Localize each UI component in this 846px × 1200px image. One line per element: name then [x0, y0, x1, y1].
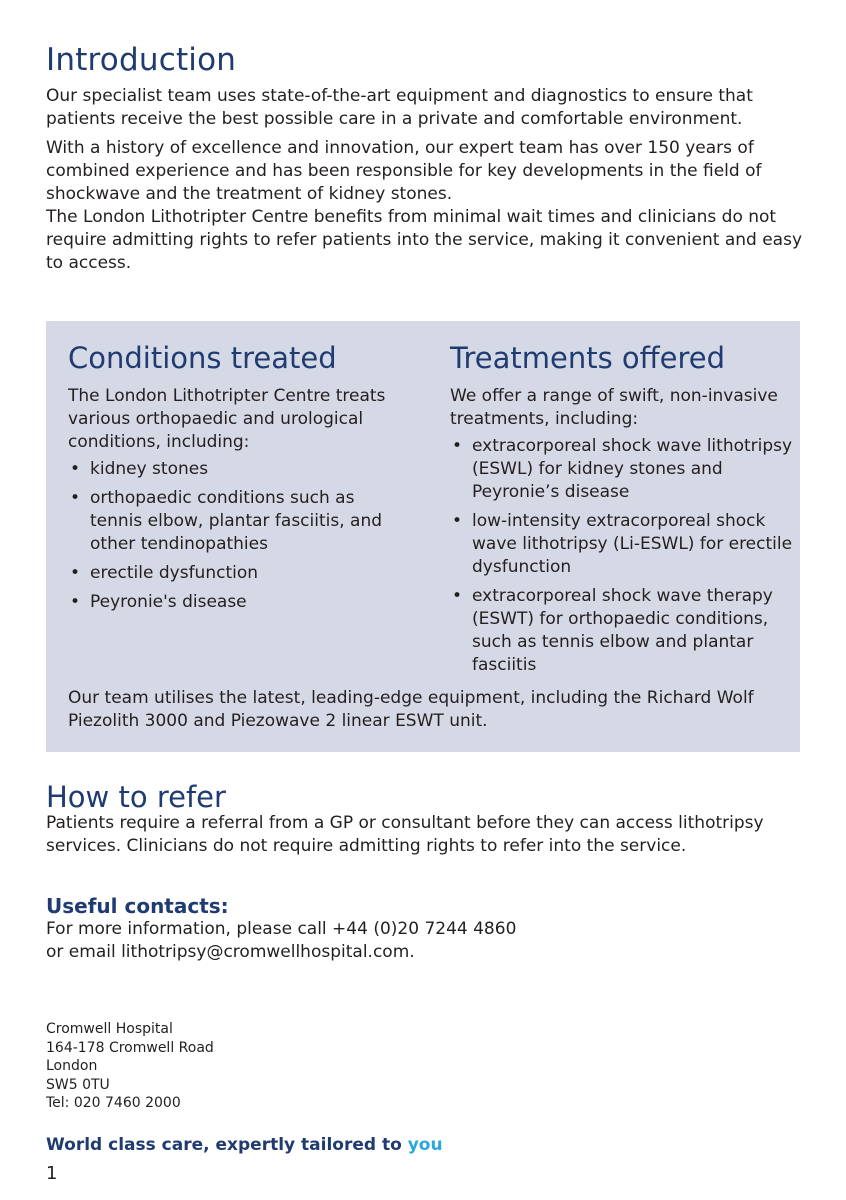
treatments-heading: Treatments offered — [450, 341, 725, 375]
bullet-icon: • — [452, 511, 463, 531]
info-panel — [46, 321, 800, 752]
list-item — [450, 435, 795, 504]
tagline-main: World class care, expertly tailored to — [46, 1135, 408, 1155]
address-postcode: SW5 0TU — [46, 1076, 110, 1093]
intro-paragraph-2: With a history of excellence and innovation, our expert team has over 150 years of combined experience and has been responsible for key developments in the field of shockwave and the treatment of kidney stones. — [46, 138, 762, 204]
useful-contacts-body — [46, 918, 796, 964]
list-item-text: Peyronie's disease — [90, 592, 247, 612]
address-street: 164-178 Cromwell Road — [46, 1039, 214, 1056]
hospital-address — [46, 1020, 214, 1113]
bullet-icon: • — [452, 586, 463, 606]
how-to-refer-body: Patients require a referral from a GP or consultant before they can access lithotripsy services. Clinicians do not require admitting rights to refer into the service. — [46, 813, 764, 856]
conditions-column — [68, 339, 408, 620]
list-item-text: low-intensity extracorporeal shock wave lithotripsy (Li-ESWL) for erectile dysfunction — [472, 511, 793, 577]
list-item-text: extracorporeal shock wave lithotripsy (ESWL) for kidney stones and Peyronie’s disease — [472, 436, 793, 502]
introduction-heading: Introduction — [46, 42, 237, 78]
tagline — [46, 1133, 443, 1157]
list-item — [450, 585, 795, 677]
how-to-refer-heading: How to refer — [46, 780, 226, 814]
list-item-text: erectile dysfunction — [90, 563, 259, 583]
list-item-text: extracorporeal shock wave therapy (ESWT) for orthopaedic conditions, such as tennis elbow and plantar fasciitis — [472, 586, 773, 675]
conditions-list — [68, 458, 408, 614]
treatments-column — [450, 339, 795, 683]
bullet-icon: • — [452, 436, 463, 456]
list-item — [68, 591, 408, 614]
list-item — [450, 510, 795, 579]
list-item-text: kidney stones — [90, 459, 209, 479]
useful-contacts-heading: Useful contacts: — [46, 894, 229, 918]
contact-phone-line: For more information, please call +44 (0)20 7244 4860 — [46, 919, 517, 939]
bullet-icon: • — [70, 592, 81, 612]
bullet-icon: • — [70, 459, 81, 479]
bullet-icon: • — [70, 563, 81, 583]
bullet-icon: • — [70, 488, 81, 508]
list-item — [68, 487, 408, 556]
introduction-body — [46, 85, 806, 275]
page-number: 1 — [46, 1163, 58, 1184]
address-name: Cromwell Hospital — [46, 1021, 173, 1037]
conditions-heading: Conditions treated — [68, 341, 337, 375]
conditions-lead: The London Lithotripter Centre treats various orthopaedic and urological conditions, including: — [68, 386, 386, 452]
contact-email-line: or email lithotripsy@cromwellhospital.com. — [46, 942, 415, 962]
list-item-text: orthopaedic conditions such as tennis elbow, plantar fasciitis, and other tendinopathies — [90, 488, 383, 554]
list-item — [68, 458, 408, 481]
treatments-lead: We offer a range of swift, non-invasive treatments, including: — [450, 386, 778, 429]
intro-paragraph-1: Our specialist team uses state-of-the-art equipment and diagnostics to ensure that patients receive the best possible care in a private and comfortable environment. — [46, 86, 753, 129]
address-telephone: Tel: 020 7460 2000 — [46, 1095, 181, 1111]
intro-paragraph-3: The London Lithotripter Centre benefits from minimal wait times and clinicians do not require admitting rights to refer patients into the service, making it convenient and easy to access. — [46, 207, 803, 273]
treatments-list — [450, 435, 795, 677]
tagline-accent: you — [407, 1135, 443, 1155]
equipment-note: Our team utilises the latest, leading-edge equipment, including the Richard Wolf Piezolith 3000 and Piezowave 2 linear ESWT unit. — [68, 688, 754, 731]
address-city: London — [46, 1058, 98, 1074]
list-item — [68, 562, 408, 585]
